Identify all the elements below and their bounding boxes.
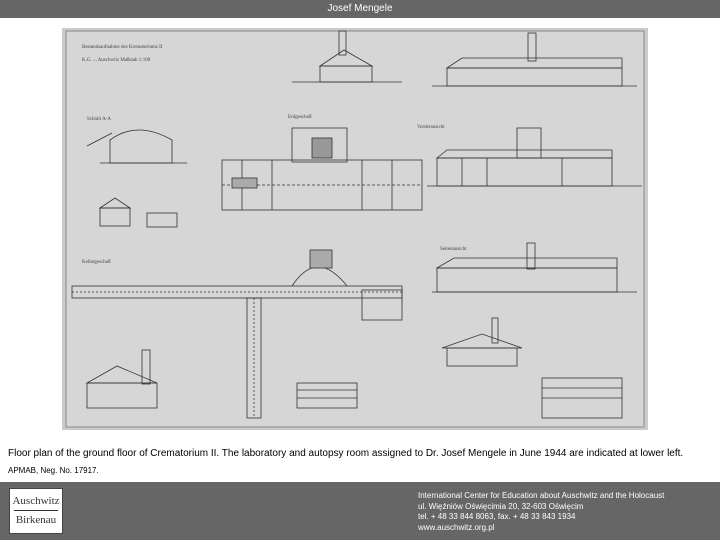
contact-info (418, 491, 664, 533)
svg-text:K.G. ... Auschwitz Maßstab 1: K.G. ... Auschwitz Maßstab 1:100 (82, 58, 151, 63)
figure-caption: Floor plan of the ground floor of Crematorium II. The laboratory and autopsy room assigned to Dr. Josef Mengele in June 1944 are indicated at lower left. (8, 448, 684, 459)
auschwitz-birkenau-logo (9, 488, 63, 534)
svg-text:Schnitt A-A: Schnitt A-A (87, 117, 112, 122)
svg-text:Bestandsaufnahme des Krematori: Bestandsaufnahme des Krematoriums II (82, 45, 163, 50)
footer-bar (0, 482, 720, 540)
contact-website[interactable]: www.auschwitz.org.pl (418, 522, 495, 532)
svg-text:Seitenansicht: Seitenansicht (440, 247, 467, 252)
logo-text-top: Auschwitz (12, 495, 60, 507)
svg-text:Erdgeschoß: Erdgeschoß (288, 115, 312, 120)
contact-organization: International Center for Education about Auschwitz and the Holocaust (418, 491, 665, 500)
contact-address: ul. Więźniów Oświęcimia 20, 32-603 Oświęcim (418, 501, 584, 511)
svg-text:Kellergeschoß: Kellergeschoß (82, 260, 111, 265)
logo-text-bottom: Birkenau (15, 514, 57, 526)
contact-phone: tel. + 48 33 844 8063, fax. + 48 33 843 1934 (418, 512, 576, 521)
logo-divider (14, 510, 58, 511)
floor-plan-photo (62, 28, 648, 430)
slide-title: Josef Mengele (0, 0, 720, 18)
svg-text:Vorderansicht: Vorderansicht (417, 125, 445, 130)
archive-reference: APMAB, Neg. No. 17917. (8, 466, 99, 475)
